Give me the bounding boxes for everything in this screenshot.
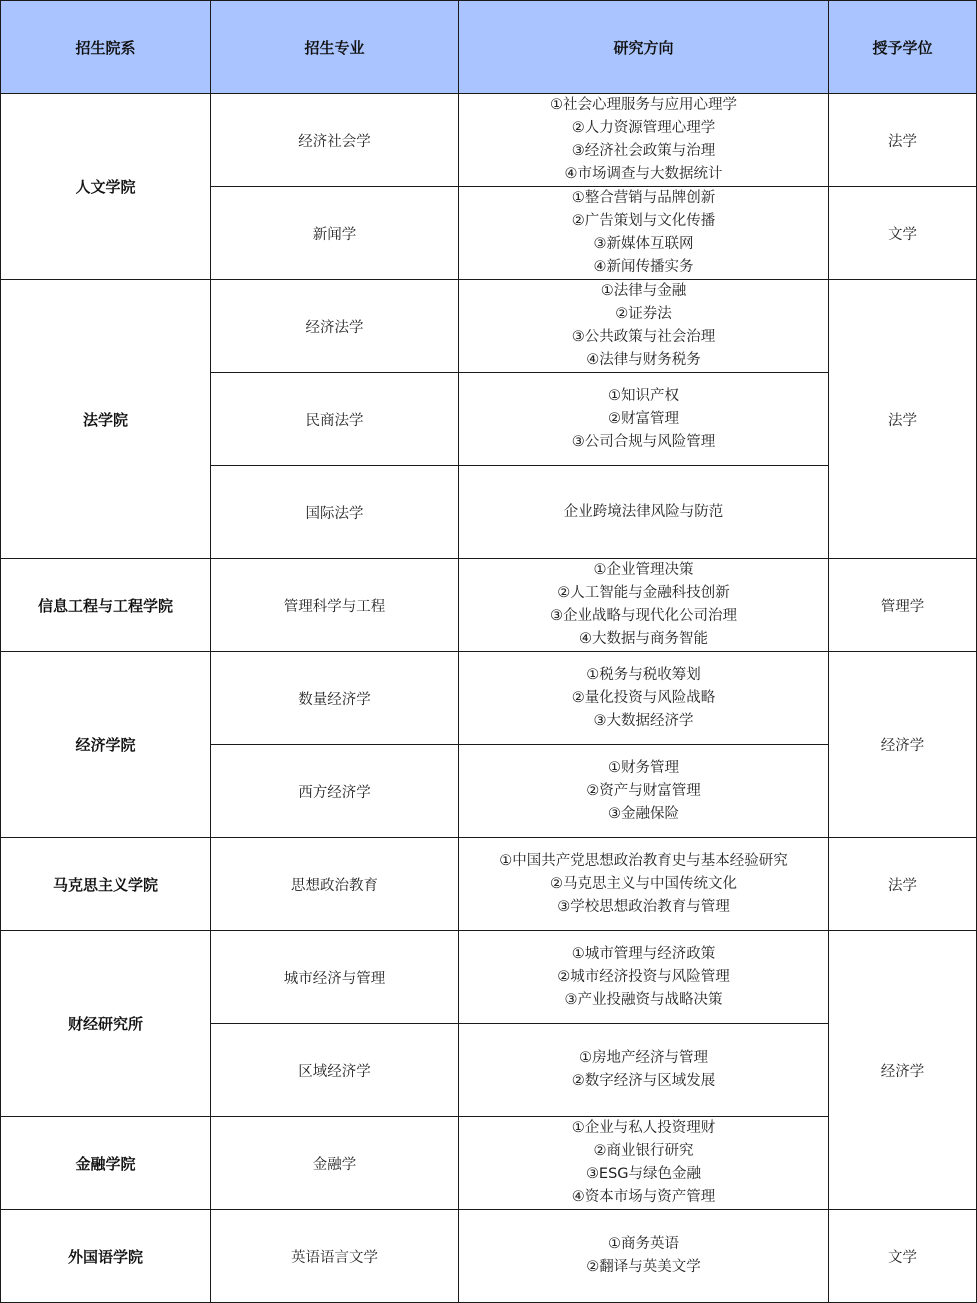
direction-item: ②马克思主义与中国传统文化 [550,875,737,892]
direction-item: ②人力资源管理心理学 [571,120,716,136]
direction-item: ①整合营销与品牌创新 [571,190,716,206]
research-direction-cell [459,1117,829,1210]
direction-item: ②数字经济与区域发展 [571,1073,716,1089]
degree-cell: 管理学 [829,559,977,652]
direction-item: ③公共政策与社会治理 [571,329,716,345]
direction-item: ①社会心理服务与应用心理学 [550,97,737,113]
research-direction-cell [459,838,829,931]
degree-cell: 文学 [829,1210,977,1303]
header-row [1,1,977,94]
direction-item: ③学校思想政治教育与管理 [557,898,730,915]
table-row [1,838,977,931]
direction-item: ④新闻传播实务 [593,259,694,275]
major-cell: 思想政治教育 [211,838,459,931]
table-row [1,559,977,652]
degree-cell: 法学 [829,838,977,931]
direction-item: ②人工智能与金融科技创新 [557,585,730,601]
direction-item: ①法律与金融 [600,283,687,299]
direction-item: ④资本市场与资产管理 [571,1189,716,1205]
direction-item: ④市场调查与大数据统计 [564,166,723,182]
header-degree: 授予学位 [829,1,977,94]
direction-item: ②量化投资与风险战略 [571,689,716,706]
research-direction-cell [459,187,829,280]
major-cell: 经济社会学 [211,94,459,187]
direction-item: ③经济社会政策与治理 [571,143,716,159]
major-cell: 经济法学 [211,280,459,373]
department-cell: 马克思主义学院 [1,838,211,931]
table-row [1,1210,977,1303]
direction-item: ②城市经济投资与风险管理 [557,968,730,985]
direction-item: ①税务与税收筹划 [586,666,701,683]
major-cell: 区域经济学 [211,1024,459,1117]
degree-cell: 经济学 [829,931,977,1210]
table-row [1,931,977,1024]
department-cell: 法学院 [1,280,211,559]
direction-item: ③企业战略与现代化公司治理 [550,608,737,624]
direction-item: ①财务管理 [608,759,679,776]
research-direction-cell [459,745,829,838]
department-cell: 经济学院 [1,652,211,838]
research-direction-cell [459,1024,829,1117]
direction-item: ②翻译与英美文学 [586,1259,701,1275]
direction-item: ③产业投融资与战略决策 [564,991,723,1008]
major-cell: 新闻学 [211,187,459,280]
research-direction-cell [459,280,829,373]
major-cell: 城市经济与管理 [211,931,459,1024]
direction-item: ②财富管理 [608,410,679,427]
degree-cell: 文学 [829,187,977,280]
header-department: 招生院系 [1,1,211,94]
major-cell: 民商法学 [211,373,459,466]
table-row [1,652,977,745]
direction-item: ①企业管理决策 [593,562,694,578]
degree-cell: 经济学 [829,652,977,838]
table-row [1,94,977,187]
direction-item: ①企业与私人投资理财 [571,1120,716,1136]
major-cell: 英语语言文学 [211,1210,459,1303]
department-cell: 金融学院 [1,1117,211,1210]
direction-item: ①城市管理与经济政策 [571,945,716,962]
research-direction-cell [459,931,829,1024]
major-cell: 数量经济学 [211,652,459,745]
research-direction-cell [459,466,829,559]
degree-cell: 法学 [829,94,977,187]
direction-item: ③公司合规与风险管理 [571,433,716,450]
research-direction-cell [459,373,829,466]
direction-item: ①知识产权 [608,387,679,404]
research-direction-cell [459,559,829,652]
direction-item: 企业跨境法律风险与防范 [563,503,724,520]
direction-item: ③大数据经济学 [593,712,694,729]
direction-item: ①商务英语 [608,1236,679,1252]
direction-item: ③ESG与绿色金融 [585,1166,702,1182]
direction-item: ①中国共产党思想政治教育史与基本经验研究 [499,852,788,869]
major-cell: 金融学 [211,1117,459,1210]
direction-item: ②商业银行研究 [593,1143,694,1159]
header-major: 招生专业 [211,1,459,94]
direction-item: ②广告策划与文化传播 [571,213,716,229]
research-direction-cell [459,94,829,187]
department-cell: 财经研究所 [1,931,211,1117]
table-row [1,280,977,373]
degree-cell: 法学 [829,280,977,559]
major-cell: 国际法学 [211,466,459,559]
direction-item: ①房地产经济与管理 [579,1050,708,1066]
major-cell: 管理科学与工程 [211,559,459,652]
direction-item: ④法律与财务税务 [586,352,701,368]
research-direction-cell [459,1210,829,1303]
direction-item: ③新媒体互联网 [593,236,694,252]
department-cell: 信息工程与工程学院 [1,559,211,652]
research-direction-cell [459,652,829,745]
direction-item: ③金融保险 [608,805,679,822]
direction-item: ④大数据与商务智能 [579,631,708,647]
department-cell: 人文学院 [1,94,211,280]
direction-item: ②证券法 [615,306,672,322]
direction-item: ②资产与财富管理 [586,782,701,799]
department-cell: 外国语学院 [1,1210,211,1303]
major-cell: 西方经济学 [211,745,459,838]
header-research-direction: 研究方向 [459,1,829,94]
